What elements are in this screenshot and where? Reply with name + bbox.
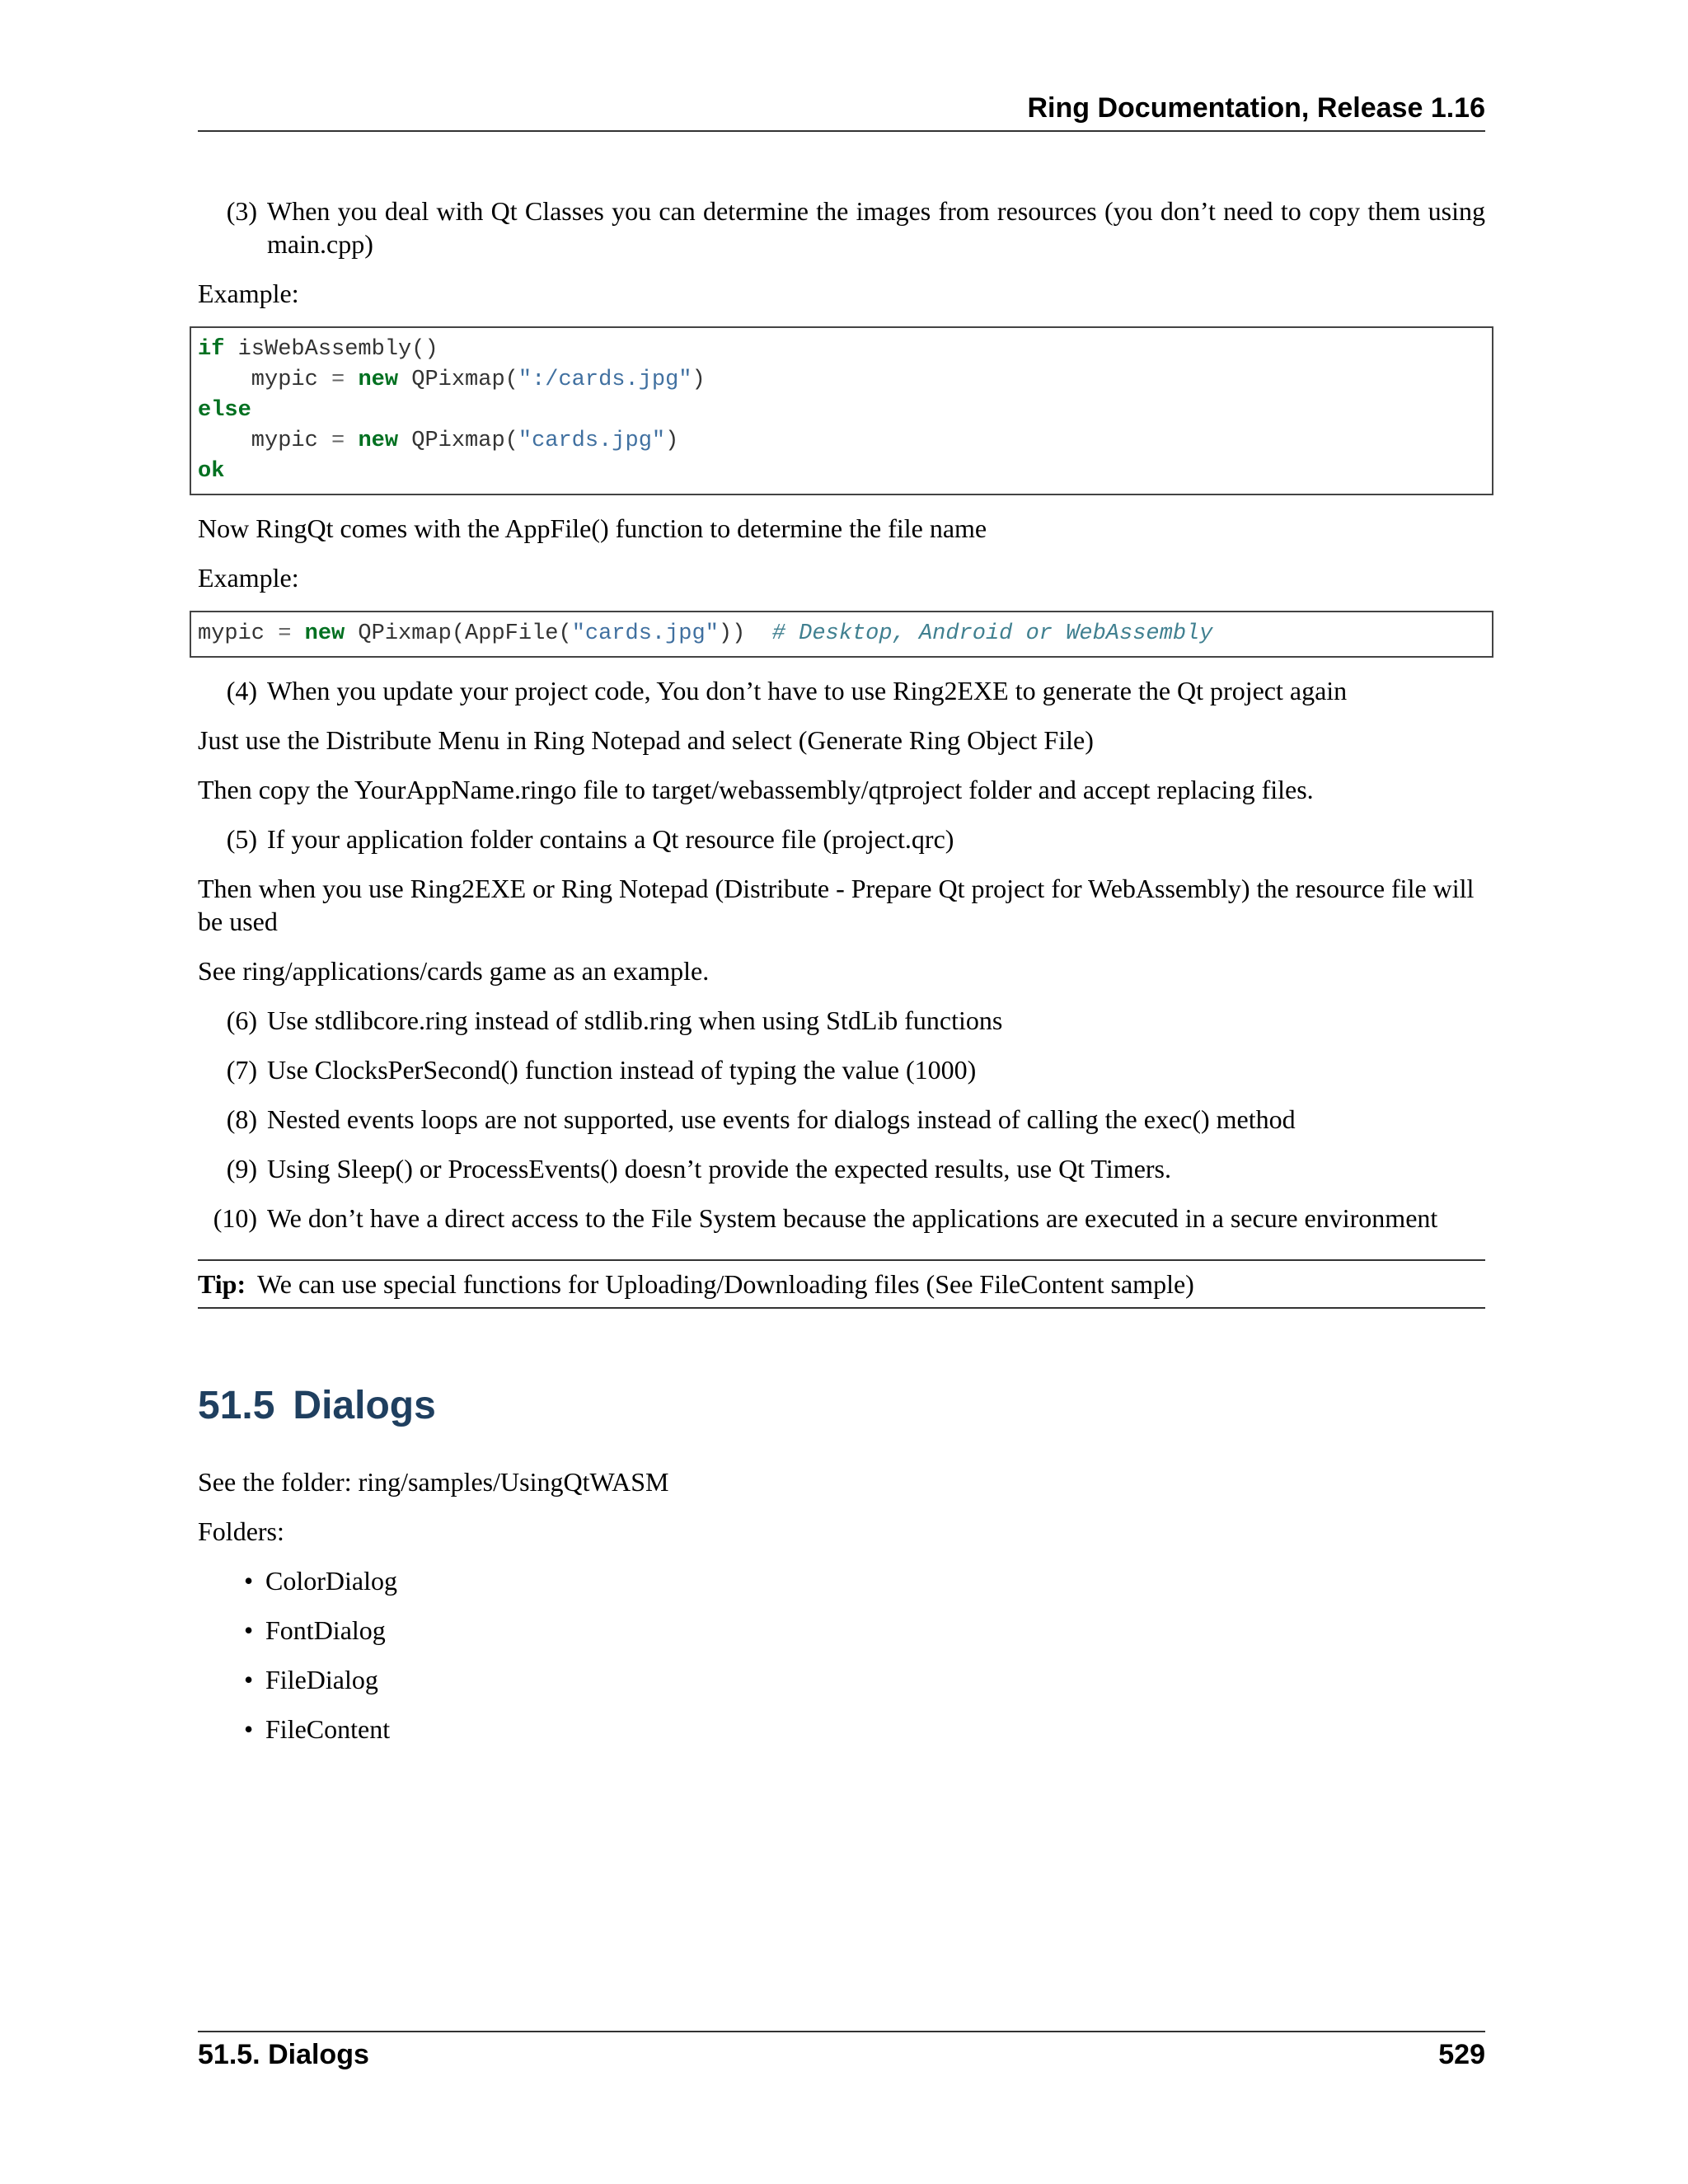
list-item <box>244 1713 1485 1746</box>
item-text: Using Sleep() or ProcessEvents() doesn’t provide the expected results, use Qt Timers. <box>267 1154 1171 1183</box>
folder-name: FontDialog <box>265 1615 386 1645</box>
list-item-4 <box>198 674 1485 707</box>
code-block-appfile <box>190 611 1493 658</box>
bullet-icon: • <box>244 1615 254 1645</box>
tip-box <box>198 1259 1485 1309</box>
item-text: Use ClocksPerSecond() function instead of typing the value (1000) <box>267 1055 977 1085</box>
item-number: (3) <box>226 196 257 226</box>
code-operator: = <box>278 621 292 646</box>
code-keyword: else <box>198 398 251 423</box>
item-text: When you deal with Qt Classes you can determine the images from resources (you don’t need to copy them using main.cpp) <box>267 196 1485 259</box>
item-number: (6) <box>226 1005 257 1035</box>
item-number: (9) <box>226 1154 257 1183</box>
bullet-icon: • <box>244 1566 254 1596</box>
code-text: QPixmap( <box>398 429 518 453</box>
list-item <box>244 1564 1485 1597</box>
item-number: (5) <box>226 824 257 854</box>
example-label: Example: <box>198 563 299 593</box>
page-footer <box>198 2031 1485 2071</box>
code-keyword: new <box>358 368 399 392</box>
bullet-icon: • <box>244 1714 254 1744</box>
list-item-9 <box>198 1152 1485 1185</box>
footer-section: 51.5. Dialogs <box>198 2039 369 2070</box>
list-item-5 <box>198 823 1485 855</box>
paragraph-distribute: Just use the Distribute Menu in Ring Notepad and select (Generate Ring Object File) <box>198 725 1094 755</box>
list-item-6 <box>198 1004 1485 1037</box>
code-block-ifwasm <box>190 326 1493 495</box>
item-text: When you update your project code, You don’t have to use Ring2EXE to generate the Qt project again <box>267 676 1348 705</box>
folders-label: Folders: <box>198 1516 284 1546</box>
paragraph-copy: Then copy the YourAppName.ringo file to target/webassembly/qtproject folder and accept replacing files. <box>198 775 1314 804</box>
page-body <box>198 194 1485 1762</box>
code-text: mypic <box>198 368 332 392</box>
list-item-7 <box>198 1053 1485 1086</box>
item-text: Use stdlibcore.ring instead of stdlib.ring when using StdLib functions <box>267 1005 1003 1035</box>
paragraph-folder: See the folder: ring/samples/UsingQtWASM <box>198 1467 669 1497</box>
page-header: Ring Documentation, Release 1.16 <box>198 92 1485 132</box>
folders-list <box>198 1564 1485 1746</box>
code-text: mypic <box>198 621 279 646</box>
code-text: QPixmap( <box>398 368 518 392</box>
list-item <box>244 1663 1485 1696</box>
section-number: 51.5 <box>198 1384 275 1427</box>
code-string: ":/cards.jpg" <box>518 368 692 392</box>
section-heading <box>198 1383 1485 1429</box>
item-text: We don’t have a direct access to the File System because the applications are executed in a secure environment <box>267 1203 1438 1233</box>
page-number: 529 <box>1438 2039 1485 2070</box>
code-keyword: if <box>198 337 225 362</box>
folder-name: FileContent <box>265 1714 391 1744</box>
code-text: ) <box>692 368 706 392</box>
section-title: Dialogs <box>293 1384 436 1427</box>
code-string: "cards.jpg" <box>518 429 666 453</box>
list-item <box>244 1614 1485 1647</box>
folder-name: FileDialog <box>265 1665 378 1694</box>
code-text: isWebAssembly() <box>224 337 438 362</box>
code-comment: # Desktop, Android or WebAssembly <box>771 621 1213 646</box>
list-item-10 <box>198 1202 1485 1235</box>
item-text: Nested events loops are not supported, use events for dialogs instead of calling the exec() method <box>267 1104 1296 1134</box>
code-keyword: new <box>304 621 345 646</box>
paragraph-resource: Then when you use Ring2EXE or Ring Notepad (Distribute - Prepare Qt project for WebAssembly) the resource file will be used <box>198 874 1475 936</box>
code-text: )) <box>718 621 772 646</box>
code-operator: = <box>331 429 345 453</box>
paragraph-appfile: Now RingQt comes with the AppFile() function to determine the file name <box>198 513 987 543</box>
item-number: (10) <box>213 1203 257 1233</box>
code-operator: = <box>331 368 345 392</box>
bullet-icon: • <box>244 1665 254 1694</box>
item-text: If your application folder contains a Qt resource file (project.qrc) <box>267 824 954 854</box>
code-text: ) <box>665 429 679 453</box>
item-number: (8) <box>226 1104 257 1134</box>
tip-label: Tip: <box>198 1269 246 1299</box>
item-number: (4) <box>226 676 257 705</box>
list-item-8 <box>198 1103 1485 1136</box>
paragraph-cards: See ring/applications/cards game as an example. <box>198 956 710 986</box>
example-label: Example: <box>198 279 299 308</box>
code-keyword: ok <box>198 459 225 484</box>
tip-text: We can use special functions for Uploading/Downloading files (See FileContent sample) <box>257 1269 1194 1299</box>
code-string: "cards.jpg" <box>571 621 719 646</box>
folder-name: ColorDialog <box>265 1566 397 1596</box>
item-number: (7) <box>226 1055 257 1085</box>
code-text: QPixmap(AppFile( <box>345 621 572 646</box>
code-keyword: new <box>358 429 399 453</box>
code-text: mypic <box>198 429 332 453</box>
list-item-3 <box>198 194 1485 260</box>
